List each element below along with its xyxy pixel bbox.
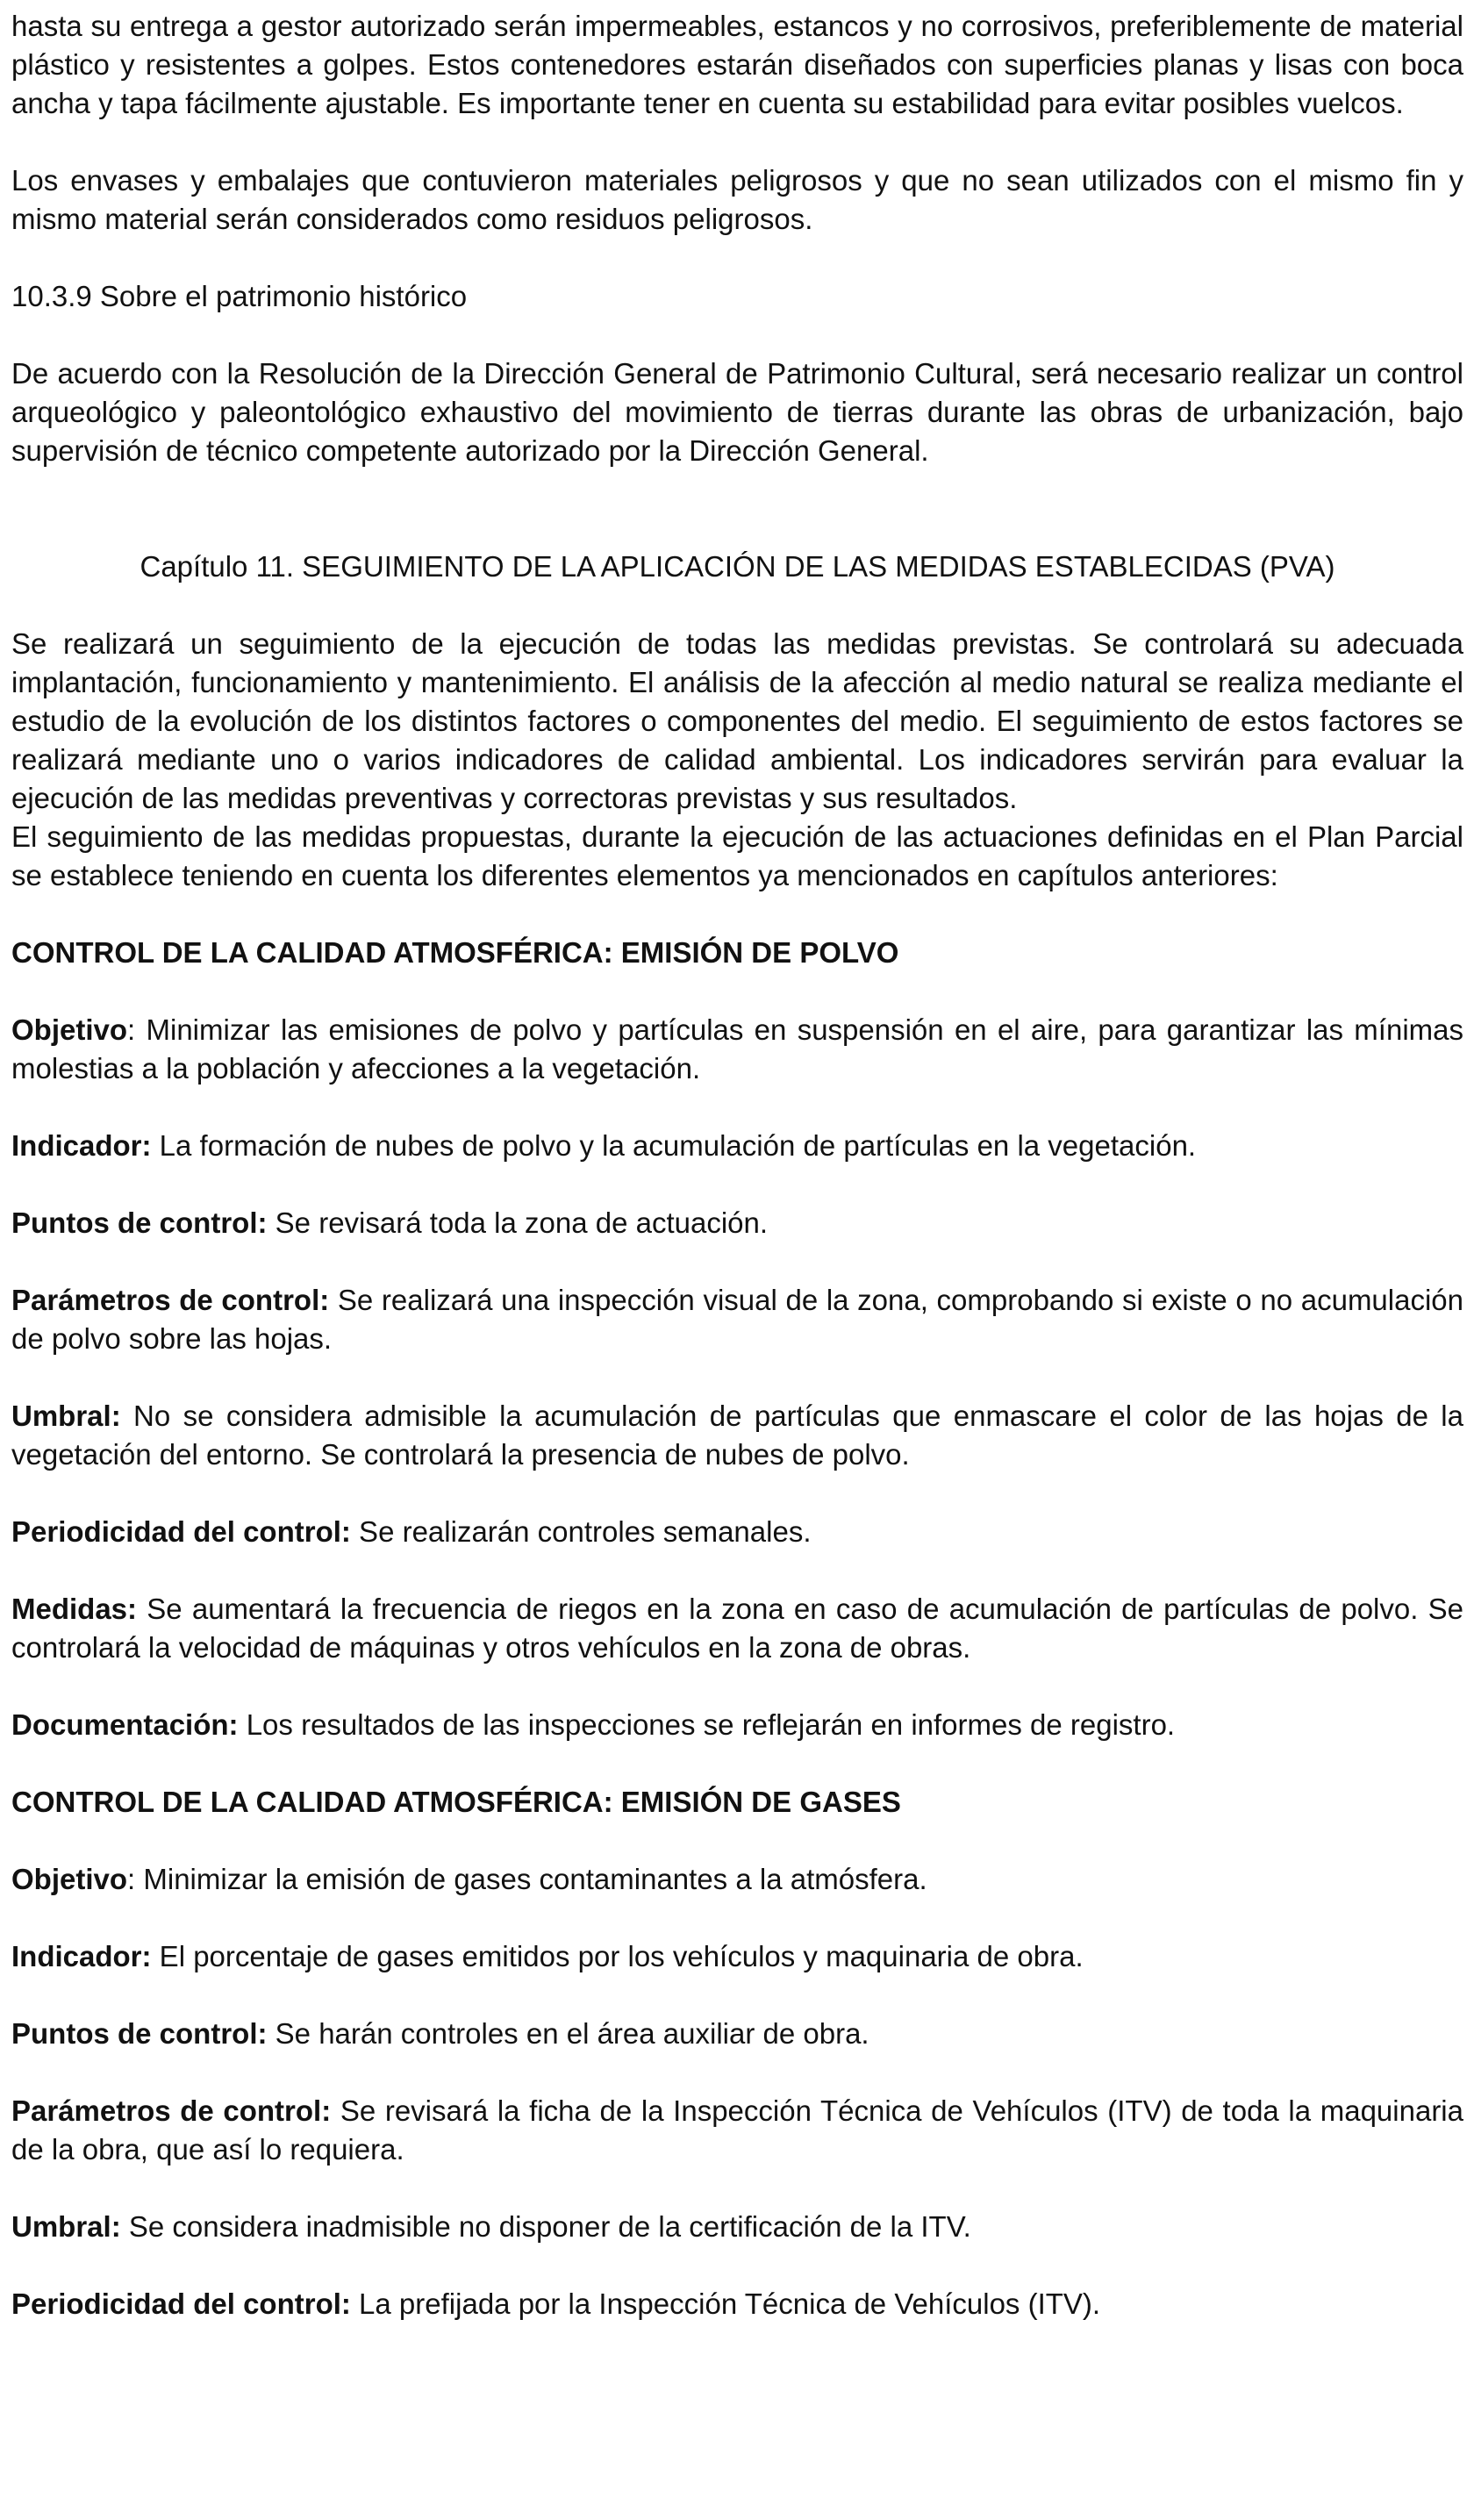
gases-puntos-label: Puntos de control: xyxy=(11,2017,268,2050)
chapter-11-paragraph-1: Se realizará un seguimiento de la ejecución de todas las medidas previstas. Se controlará su adecuada implantación, funcionamiento y mantenimiento. El análisis de la afección al medio natural se realiza mediante el estudio de la evolución de los distintos factores o componentes del medio. El seguimiento de estos factores se realizará mediante uno o varios indicadores de calidad ambiental. Los indicadores servirán para evaluar la ejecución de las medidas preventivas y correctoras previstas y sus resultados. xyxy=(11,627,1463,814)
polvo-parametros-label: Parámetros de control: xyxy=(11,1284,330,1316)
polvo-indicador-label: Indicador: xyxy=(11,1129,152,1162)
gases-puntos-text: Se harán controles en el área auxiliar de obra. xyxy=(267,2017,869,2050)
polvo-puntos-label: Puntos de control: xyxy=(11,1206,268,1239)
gases-puntos xyxy=(11,2015,1463,2053)
polvo-periodicidad xyxy=(11,1513,1463,1551)
polvo-parametros-text: Se realizará una inspección visual de la zona, comprobando si existe o no acumulación de polvo sobre las hojas. xyxy=(11,1284,1464,1355)
polvo-periodicidad-label: Periodicidad del control: xyxy=(11,1515,351,1548)
gases-indicador-text: El porcentaje de gases emitidos por los vehículos y maquinaria de obra. xyxy=(151,1940,1084,1972)
polvo-parametros xyxy=(11,1281,1463,1358)
gases-umbral-text: Se considera inadmisible no disponer de la certificación de la ITV. xyxy=(120,2210,971,2243)
polvo-indicador-text: La formación de nubes de polvo y la acumulación de partículas en la vegetación. xyxy=(151,1129,1197,1162)
polvo-umbral-text: No se considera admisible la acumulación de partículas que enmascare el color de las hojas de la vegetación del entorno. Se controlará la presencia de nubes de polvo. xyxy=(11,1400,1463,1471)
gases-heading: CONTROL DE LA CALIDAD ATMOSFÉRICA: EMISIÓN DE GASES xyxy=(11,1786,901,1818)
gases-parametros xyxy=(11,2092,1463,2169)
chapter-11-title: Capítulo 11. SEGUIMIENTO DE LA APLICACIÓN DE LAS MEDIDAS ESTABLECIDAS (PVA) xyxy=(140,550,1335,583)
polvo-medidas-label: Medidas: xyxy=(11,1593,138,1625)
gases-objetivo-label: Objetivo xyxy=(11,1863,128,1895)
polvo-objetivo-text: : Minimizar las emisiones de polvo y partículas en suspensión en el aire, para garantizar las mínimas molestias a la población y afecciones a la vegetación. xyxy=(11,1013,1463,1085)
polvo-objetivo xyxy=(11,1011,1463,1088)
gases-periodicidad-text: La prefijada por la Inspección Técnica de Vehículos (ITV). xyxy=(350,2287,1101,2320)
gases-indicador-label: Indicador: xyxy=(11,1940,152,1972)
section-10-3-9-title: 10.3.9 Sobre el patrimonio histórico xyxy=(11,280,468,312)
polvo-medidas xyxy=(11,1590,1463,1667)
polvo-periodicidad-text: Se realizarán controles semanales. xyxy=(350,1515,812,1548)
section-10-3-9-body: De acuerdo con la Resolución de la Dirección General de Patrimonio Cultural, será necesario realizar un control arqueológico y paleontológico exhaustivo del movimiento de tierras durante las obras de urbanización, bajo supervisión de técnico competente autorizado por la Dirección General. xyxy=(11,357,1463,467)
gases-periodicidad xyxy=(11,2285,1463,2323)
gases-indicador xyxy=(11,1937,1463,1976)
polvo-indicador xyxy=(11,1127,1463,1165)
polvo-medidas-text: Se aumentará la frecuencia de riegos en la zona en caso de acumulación de partículas de polvo. Se controlará la velocidad de máquinas y otros vehículos en la zona de obras. xyxy=(11,1593,1463,1664)
gases-umbral xyxy=(11,2208,1463,2246)
polvo-documentacion xyxy=(11,1706,1463,1744)
polvo-objetivo-label: Objetivo xyxy=(11,1013,128,1046)
polvo-umbral xyxy=(11,1397,1463,1474)
polvo-documentacion-text: Los resultados de las inspecciones se reflejarán en informes de registro. xyxy=(238,1708,1176,1741)
gases-parametros-label: Parámetros de control: xyxy=(11,2094,332,2127)
polvo-documentacion-label: Documentación: xyxy=(11,1708,239,1741)
gases-periodicidad-label: Periodicidad del control: xyxy=(11,2287,351,2320)
gases-objetivo-text: : Minimizar la emisión de gases contaminantes a la atmósfera. xyxy=(127,1863,927,1895)
gases-objetivo xyxy=(11,1860,1463,1899)
polvo-puntos xyxy=(11,1204,1463,1242)
intro-paragraph-1: hasta su entrega a gestor autorizado serán impermeables, estancos y no corrosivos, preferiblemente de material plástico y resistentes a golpes. Estos contenedores estarán diseñados con superficies planas y lisas con boca ancha y tapa fácilmente ajustable. Es importante tener en cuenta su estabilidad para evitar posibles vuelcos. xyxy=(11,10,1463,119)
chapter-11-paragraph-2: El seguimiento de las medidas propuestas, durante la ejecución de las actuaciones definidas en el Plan Parcial se establece teniendo en cuenta los diferentes elementos ya mencionados en capítulos anteriores: xyxy=(11,820,1463,891)
polvo-heading: CONTROL DE LA CALIDAD ATMOSFÉRICA: EMISIÓN DE POLVO xyxy=(11,936,899,969)
gases-parametros-text: Se revisará la ficha de la Inspección Técnica de Vehículos (ITV) de toda la maquinaria de la obra, que así lo requiera. xyxy=(11,2094,1463,2166)
polvo-umbral-label: Umbral: xyxy=(11,1400,121,1432)
gases-umbral-label: Umbral: xyxy=(11,2210,121,2243)
intro-paragraph-2: Los envases y embalajes que contuvieron materiales peligrosos y que no sean utilizados con el mismo fin y mismo material serán considerados como residuos peligrosos. xyxy=(11,164,1463,235)
polvo-puntos-text: Se revisará toda la zona de actuación. xyxy=(267,1206,769,1239)
